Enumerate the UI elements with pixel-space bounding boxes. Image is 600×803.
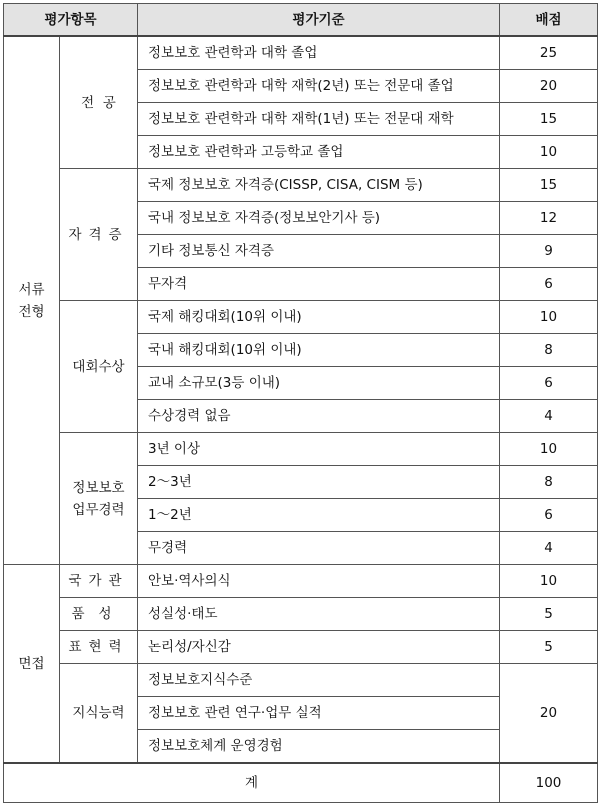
criterion-cell: 기타 정보통신 자격증	[138, 235, 500, 268]
subgroup-nation-label: 국가관	[68, 573, 129, 589]
subgroup-cert	[60, 169, 138, 301]
score-cell: 5	[500, 598, 598, 631]
score-cell: 5	[500, 631, 598, 664]
criterion-cell: 정보보호체계 운영경험	[138, 730, 500, 764]
score-cell: 6	[500, 367, 598, 400]
criterion-cell: 수상경력 없음	[138, 400, 500, 433]
criterion-cell: 논리성/자신감	[138, 631, 500, 664]
criterion-cell: 정보보호 관련학과 대학 재학(1년) 또는 전문대 재학	[138, 103, 500, 136]
group-document-label: 서류 전형	[18, 281, 45, 320]
criterion-cell: 정보보호 관련학과 대학 졸업	[138, 36, 500, 70]
subgroup-character	[60, 598, 138, 631]
table-row	[4, 598, 598, 631]
table-row	[4, 565, 598, 598]
subgroup-award	[60, 301, 138, 433]
criterion-cell: 성실성·태도	[138, 598, 500, 631]
subgroup-career-label-line1: 정보보호	[72, 479, 125, 496]
criterion-cell: 정보보호 관련학과 대학 재학(2년) 또는 전문대 졸업	[138, 70, 500, 103]
score-cell: 10	[500, 301, 598, 334]
criterion-cell: 국내 정보보호 자격증(정보보안기사 등)	[138, 202, 500, 235]
subgroup-career-label-line2: 업무경력	[72, 501, 125, 518]
group-interview	[4, 565, 60, 764]
table-row	[4, 301, 598, 334]
table-header-row	[4, 4, 598, 37]
score-cell: 25	[500, 36, 598, 70]
score-cell: 20	[500, 664, 598, 764]
criterion-cell: 3년 이상	[138, 433, 500, 466]
criterion-cell: 무경력	[138, 532, 500, 565]
criterion-cell: 1～2년	[138, 499, 500, 532]
score-cell: 9	[500, 235, 598, 268]
score-cell: 4	[500, 532, 598, 565]
criterion-cell: 무자격	[138, 268, 500, 301]
total-label: 계	[4, 763, 500, 803]
subgroup-award-label: 대회수상	[72, 358, 125, 375]
score-cell: 15	[500, 103, 598, 136]
score-cell: 4	[500, 400, 598, 433]
criterion-cell: 안보·역사의식	[138, 565, 500, 598]
table-row	[4, 36, 598, 70]
criterion-cell: 국제 해킹대회(10위 이내)	[138, 301, 500, 334]
subgroup-character-label: 품성	[71, 606, 126, 622]
score-cell: 6	[500, 268, 598, 301]
subgroup-major-label: 전 공	[81, 94, 116, 111]
evaluation-table	[3, 3, 598, 803]
criterion-cell: 정보보호 관련 연구·업무 실적	[138, 697, 500, 730]
score-cell: 8	[500, 466, 598, 499]
criterion-cell: 국제 정보보호 자격증(CISSP, CISA, CISM 등)	[138, 169, 500, 202]
table-row	[4, 664, 598, 697]
group-interview-label: 면접	[18, 655, 45, 672]
criterion-cell: 정보보호지식수준	[138, 664, 500, 697]
subgroup-major	[60, 36, 138, 169]
criterion-cell: 교내 소규모(3등 이내)	[138, 367, 500, 400]
subgroup-nation	[60, 565, 138, 598]
header-category: 평가항목	[4, 4, 138, 37]
header-score: 배점	[500, 4, 598, 37]
score-cell: 6	[500, 499, 598, 532]
table-row	[4, 631, 598, 664]
total-score: 100	[500, 763, 598, 803]
criterion-cell: 정보보호 관련학과 고등학교 졸업	[138, 136, 500, 169]
group-document	[4, 36, 60, 565]
score-cell: 10	[500, 136, 598, 169]
subgroup-knowledge	[60, 664, 138, 764]
subgroup-knowledge-label: 지식능력	[72, 705, 125, 721]
total-row	[4, 763, 598, 803]
table-row	[4, 433, 598, 466]
score-cell: 12	[500, 202, 598, 235]
header-criteria: 평가기준	[138, 4, 500, 37]
subgroup-career	[60, 433, 138, 565]
score-cell: 20	[500, 70, 598, 103]
score-cell: 10	[500, 433, 598, 466]
table-row	[4, 169, 598, 202]
score-cell: 8	[500, 334, 598, 367]
score-cell: 15	[500, 169, 598, 202]
subgroup-expression-label: 표현력	[68, 639, 129, 655]
subgroup-cert-label: 자격증	[68, 226, 129, 243]
criterion-cell: 국내 해킹대회(10위 이내)	[138, 334, 500, 367]
score-cell: 10	[500, 565, 598, 598]
criterion-cell: 2～3년	[138, 466, 500, 499]
subgroup-expression	[60, 631, 138, 664]
